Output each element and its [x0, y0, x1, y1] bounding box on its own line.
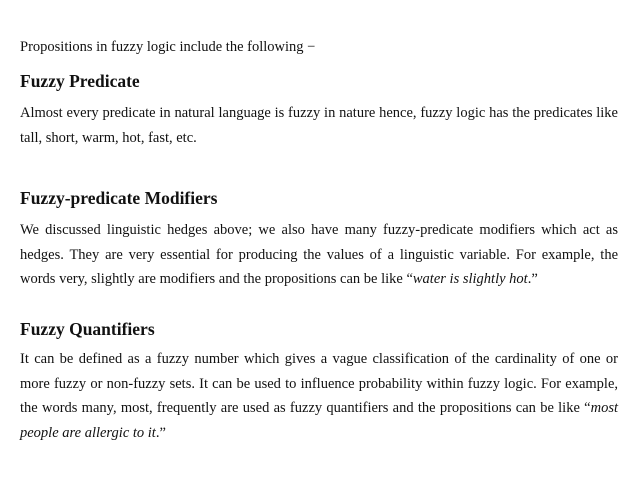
heading-fuzzy-predicate-modifiers: Fuzzy-predicate Modifiers [20, 188, 218, 208]
paragraph-text: It can be defined as a fuzzy number which gives a vague classification of the cardinality of one or more fuzzy or non-fuzzy sets. It can be used to influence probability within fuzzy logic. For example, the words many, most, frequently are used as fuzzy quantifiers and the propositions can be like “ [20, 351, 618, 416]
example-proposition: most people are allergic to it [20, 400, 618, 441]
paragraph-text-end: .” [155, 424, 166, 441]
paragraph-text: We discussed linguistic hedges above; we also have many fuzzy-predicate modifiers which act as hedges. They are very essential for producing the values of a linguistic variable. For example, the words very, slightly are modifiers and the propositions can be like “ [20, 222, 618, 287]
paragraph-fuzzy-predicate: Almost every predicate in natural language is fuzzy in nature hence, fuzzy logic has the predicates like tall, short, warm, hot, fast, etc. [20, 105, 618, 146]
heading-fuzzy-quantifiers: Fuzzy Quantifiers [20, 319, 155, 339]
paragraph-text-end: .” [527, 271, 538, 287]
example-proposition: water is slightly hot [412, 271, 528, 287]
heading-fuzzy-predicate: Fuzzy Predicate [20, 71, 140, 91]
intro-text: Propositions in fuzzy logic include the following − [20, 39, 316, 55]
paragraph-fuzzy-quantifiers [20, 347, 618, 445]
paragraph-fuzzy-predicate-modifiers [20, 218, 618, 292]
